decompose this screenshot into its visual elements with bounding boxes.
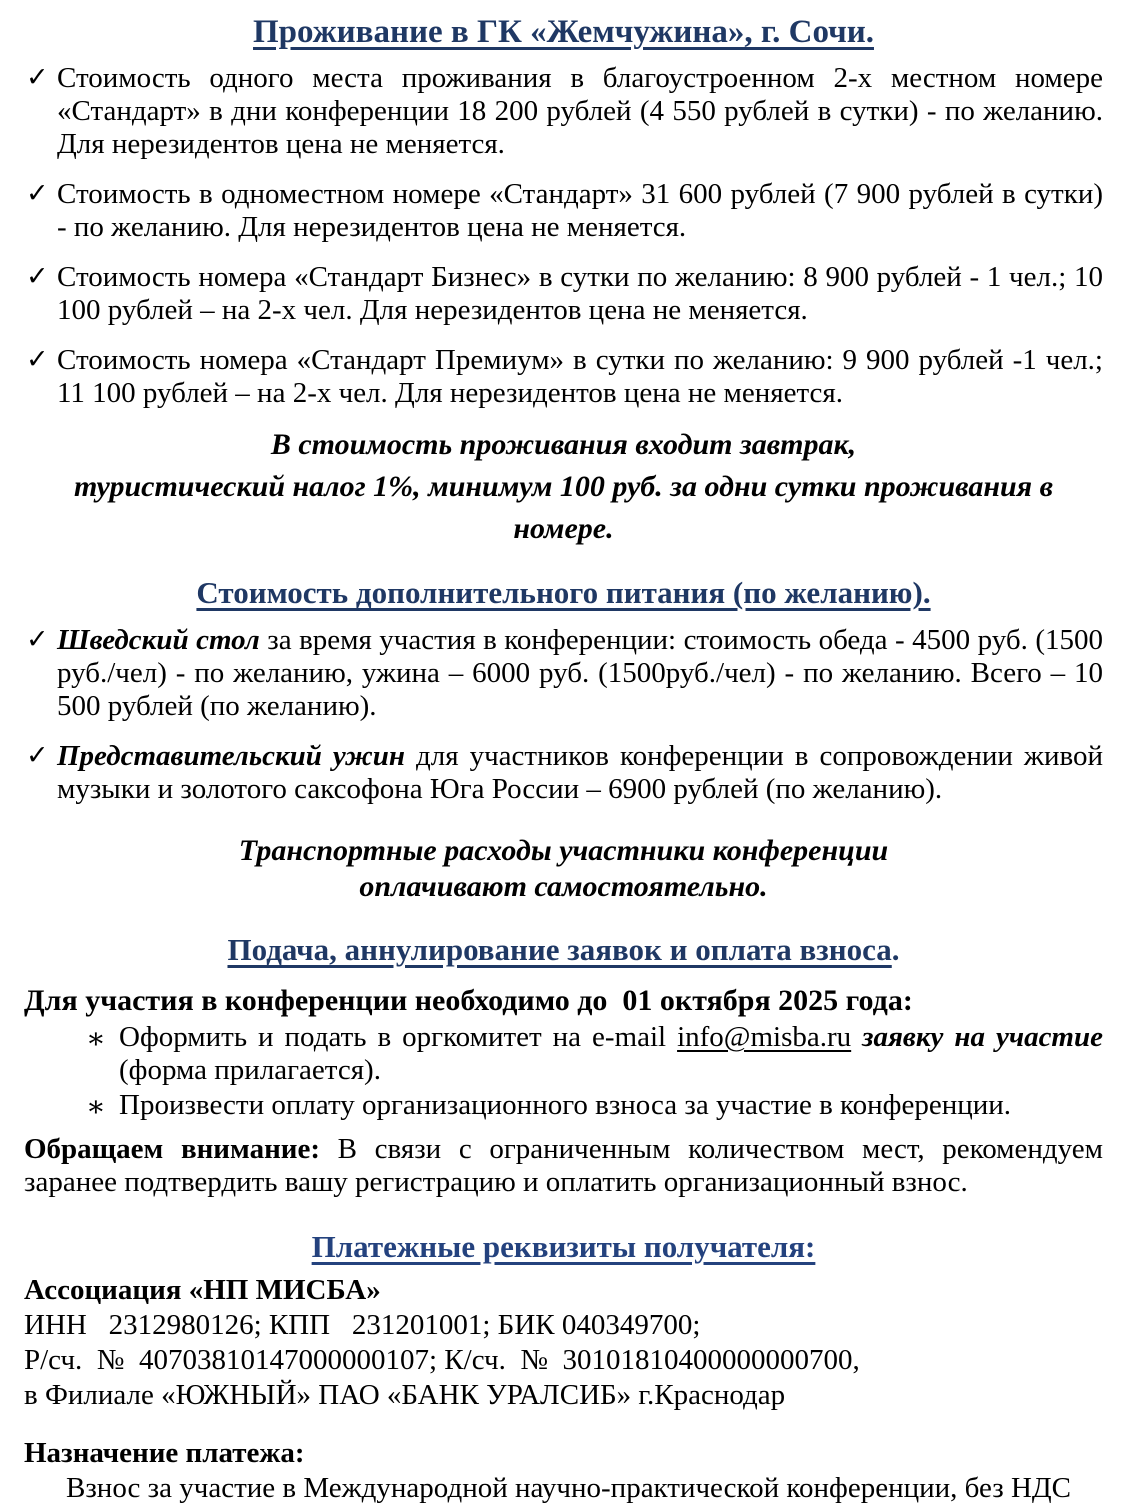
meal-bullet-buffet-rest: за время участия в конференции: стоимость обеда - 4500 руб. (1500 руб./чел) - по желанию, ужина – 6000 руб. (1500руб./чел) - по желанию. Всего – 10 500 рублей (по желанию). [57,624,1103,722]
asterisk-bullet-icon: ∗ [86,1091,106,1123]
transport-note-line-2: оплачивают самостоятельно. [359,870,768,903]
meal-bullet-buffet-text [57,624,1103,722]
checkmark-icon: ✓ [26,344,49,374]
accounts-line: Р/сч. № 40703810147000000107; К/сч. № 30101810400000000700, [24,1344,860,1376]
meal-bullet-dinner-text [57,740,1103,805]
accommodation-bullet-3-text: Стоимость номера «Стандарт Бизнес» в сутки по желанию: 8 900 рублей - 1 чел.; 10 100 рублей – на 2-х чел. Для нерезидентов цена не меняется. [57,261,1103,326]
meals-heading-text: Стоимость дополнительного питания (по желанию). [196,575,931,610]
breakfast-note-line-2: туристический налог 1%, минимум 100 руб. за одни сутки проживания в номере. [73,470,1054,545]
payment-details-heading [24,1228,1103,1266]
bank-line: в Филиале «ЮЖНЫЙ» ПАО «БАНК УРАЛСИБ» г.Краснодар [24,1379,786,1411]
asterisk-bullet-icon: ∗ [86,1023,106,1055]
meal-bullet-buffet-lead: Шведский стол [57,624,260,656]
application-step-1-post: (форма прилагается). [119,1054,381,1086]
checkmark-icon: ✓ [26,178,49,208]
accommodation-bullet-1 [24,62,1103,161]
accommodation-bullet-2 [24,178,1103,244]
application-heading-period: . [891,932,900,967]
deadline-line: Для участия в конференции необходимо до 01 октября 2025 года: [24,984,913,1017]
breakfast-note [24,424,1103,550]
attention-note [24,1133,1103,1199]
accommodation-bullet-1-text: Стоимость одного места проживания в благоустроенном 2-х местном номере «Стандарт» в дни конференции 18 200 рублей (4 550 рублей в сутки) - по желанию. Для нерезидентов цена не меняется. [57,62,1103,160]
application-step-2 [86,1089,1103,1122]
breakfast-note-line-1: В стоимость проживания входит завтрак, [270,428,857,461]
checkmark-icon: ✓ [26,624,49,654]
email-link[interactable]: info@misba.ru [677,1021,852,1053]
application-step-1-pre: Оформить и подать в оргкомитет на e-mail [119,1021,678,1053]
checkmark-icon: ✓ [26,261,49,291]
accommodation-title [24,12,1103,52]
application-heading [24,931,1103,969]
attention-note-lead: Обращаем внимание: [24,1133,321,1165]
meals-heading [24,574,1103,612]
meal-bullet-dinner [24,740,1103,806]
accommodation-bullet-4-text: Стоимость номера «Стандарт Премиум» в сутки по желанию: 9 900 рублей -1 чел.; 11 100 рублей – на 2-х чел. Для нерезидентов цена не меняется. [57,344,1103,409]
payment-details-heading-text: Платежные реквизиты получателя: [311,1229,816,1264]
tax-ids-line: ИНН 2312980126; КПП 231201001; БИК 040349700; [24,1309,701,1341]
accommodation-bullet-4 [24,344,1103,410]
meal-bullet-buffet [24,624,1103,723]
accommodation-bullet-2-text: Стоимость в одноместном номере «Стандарт» 31 600 рублей (7 900 рублей в сутки) - по желанию. Для нерезидентов цена не меняется. [57,178,1103,243]
payee-name: Ассоциация «НП МИСБА» [24,1274,381,1306]
accommodation-title-text: Проживание в ГК «Жемчужина», г. Сочи. [253,14,874,50]
meal-bullet-dinner-rest: для участников конференции в сопровождении живой музыки и золотого саксофона Юга России – 6900 рублей (по желанию). [57,740,1104,805]
application-step-1 [86,1021,1103,1087]
checkmark-icon: ✓ [26,62,49,92]
accommodation-bullet-3 [24,261,1103,327]
payment-purpose-text: Взнос за участие в Международной научно-практической конференции, без НДС [66,1472,1072,1504]
application-heading-text: Подача, аннулирование заявок и оплата взноса [227,932,892,967]
payment-purpose-label: Назначение платежа: [24,1437,305,1469]
application-step-2-text: Произвести оплату организационного взноса за участие в конференции. [119,1089,1012,1121]
attention-note-rest: В связи с ограниченным количеством мест, рекомендуем заранее подтвердить вашу регистрацию и оплатить организационный взнос. [24,1133,1103,1198]
transport-note-line-1: Транспортные расходы участники конференции [238,834,889,867]
application-step-1-italic: заявку на участие [851,1021,1103,1053]
application-step-1-text [119,1021,1103,1086]
checkmark-icon: ✓ [26,740,49,770]
transport-note [24,833,1103,905]
meal-bullet-dinner-lead: Представительский ужин [57,740,405,772]
